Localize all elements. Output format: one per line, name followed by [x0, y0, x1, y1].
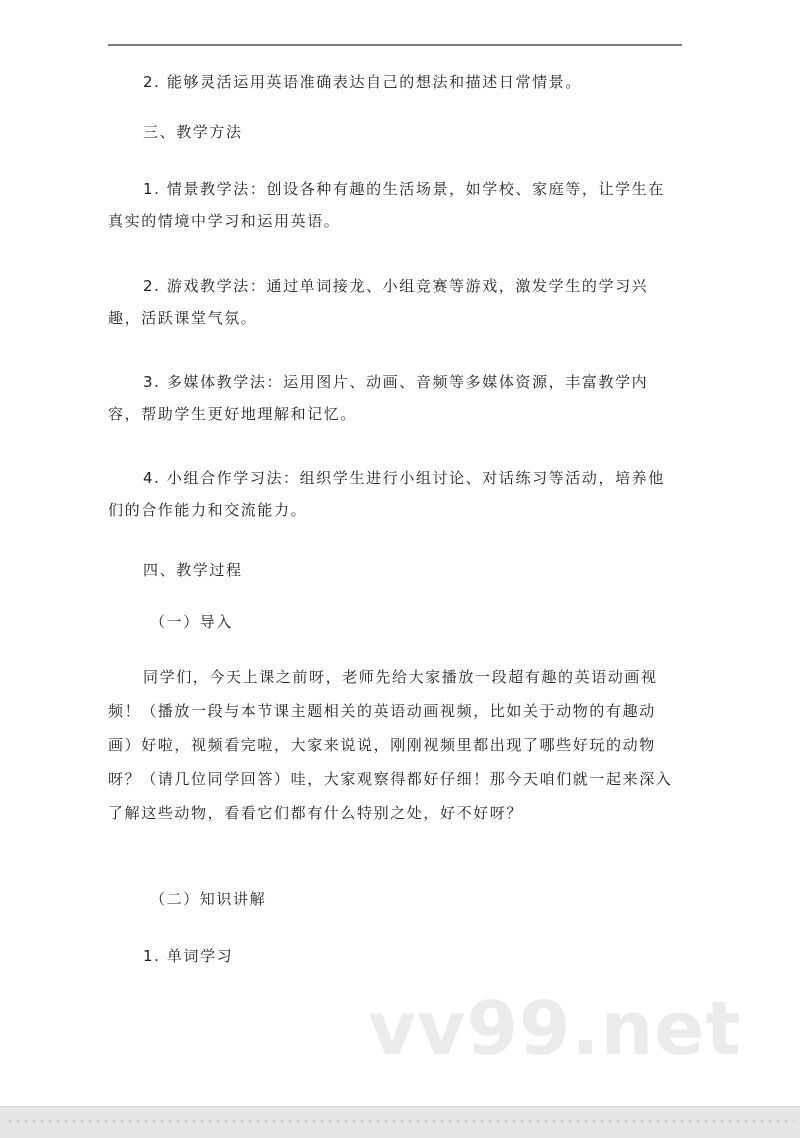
- method-item-3: 3. 多媒体教学法：运用图片、动画、音频等多媒体资源，丰富教学内容，帮助学生更好地理解和记忆。: [108, 373, 649, 423]
- subheading-knowledge: （二）知识讲解: [150, 890, 267, 908]
- section-heading-teaching-process: 四、教学过程: [143, 561, 243, 579]
- bottom-bar-pattern: [6, 1119, 794, 1123]
- method-item-1: 1. 情景教学法：创设各种有趣的生活场景，如学校、家庭等，让学生在真实的情境中学习和运用英语。: [108, 180, 665, 230]
- item-word-learning: 1. 单词学习: [143, 947, 234, 965]
- method-item-4: 4. 小组合作学习法：组织学生进行小组讨论、对话练习等活动，培养他们的合作能力和交流能力。: [108, 469, 665, 519]
- watermark-text: vv99.net: [368, 986, 742, 1072]
- subheading-introduction: （一）导入: [150, 613, 234, 631]
- section-heading-teaching-methods: 三、教学方法: [143, 123, 243, 141]
- paragraph-introduction: 同学们，今天上课之前呀，老师先给大家播放一段超有趣的英语动画视频！（播放一段与本节课主题相关的英语动画视频，比如关于动物的有趣动画）好啦，视频看完啦，大家来说说，刚刚视频里都出现了哪些好玩的动物呀？（请几位同学回答）哇，大家观察得都好仔细！那今天咱们就一起来深入了解这些动物，看看它们都有什么特别之处，好不好呀？: [108, 668, 673, 822]
- method-item-2: 2. 游戏教学法：通过单词接龙、小组竞赛等游戏，激发学生的学习兴趣，活跃课堂气氛。: [108, 277, 649, 327]
- page-bottom-bar: [0, 1106, 800, 1138]
- paragraph-ability-2: 2. 能够灵活运用英语准确表达自己的想法和描述日常情景。: [143, 73, 582, 91]
- header-rule: [108, 44, 682, 46]
